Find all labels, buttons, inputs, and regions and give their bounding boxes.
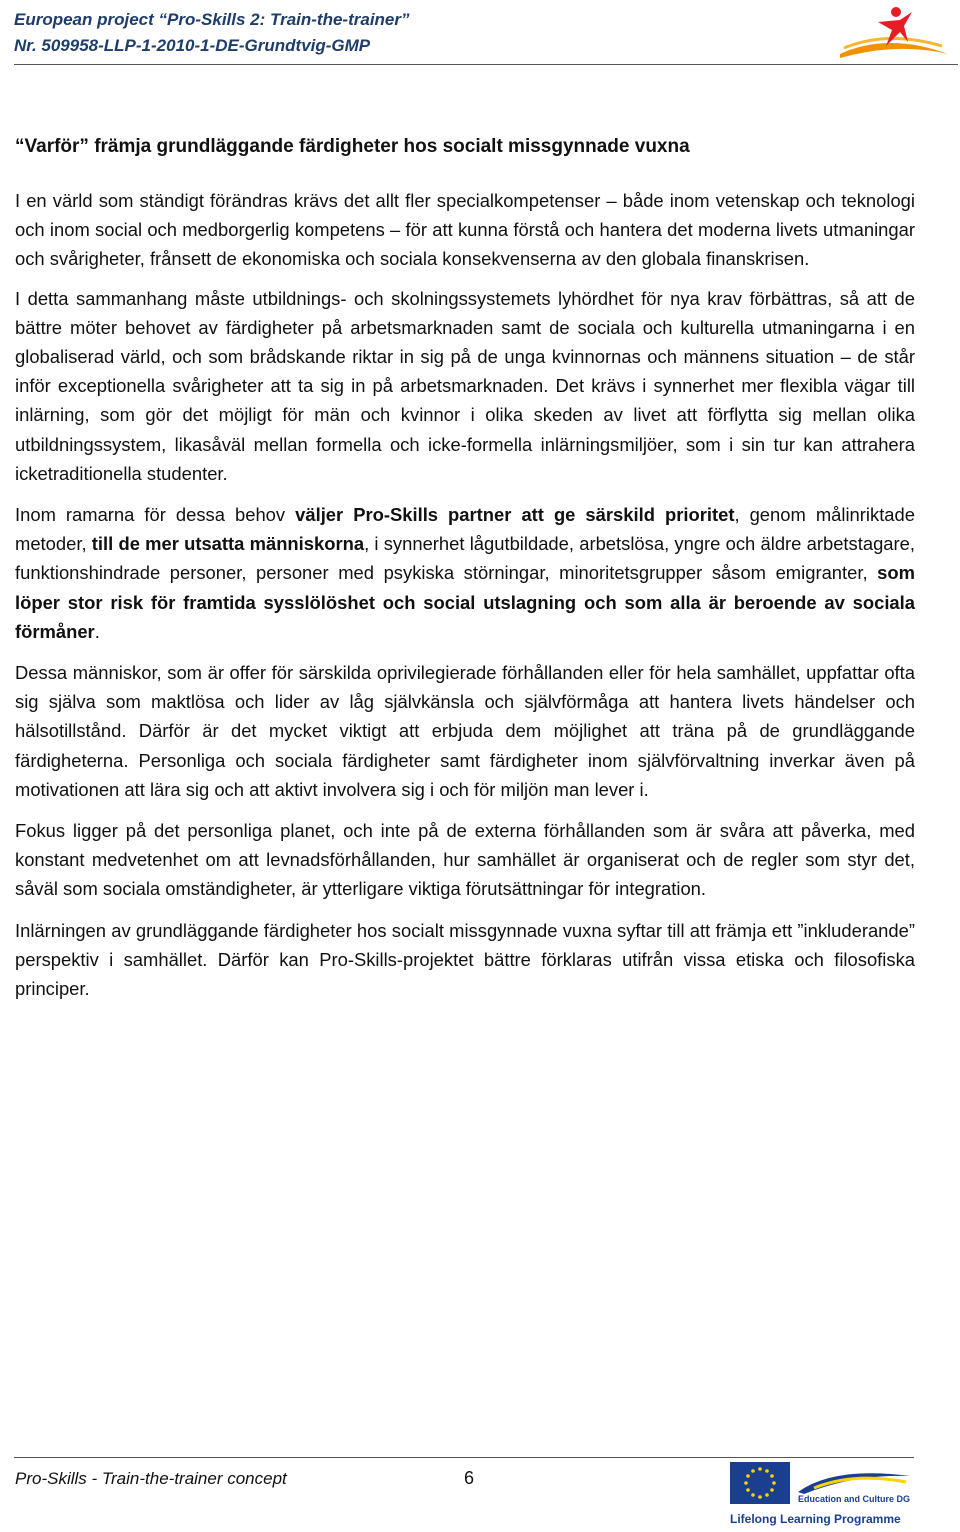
paragraph-3-bold-3: som löper stor risk för framtida sysslölöshet och social utslagning och som alla är beroende av sociala förmåner: [15, 562, 915, 642]
paragraph-3-text-1: Inom ramarna för dessa behov: [15, 504, 296, 526]
paragraph-3-text-2: , genom målinriktade metoder,: [15, 504, 915, 555]
paragraph-3-text-4: .: [94, 620, 100, 642]
paragraph-2: I detta sammanhang måste utbildnings- och skolningssystemets lyhördhet för nya krav förbättras, så att de bättre möter behovet av färdigheter på arbetsmarknaden samt de sociala och kulturella utmaningarna i en globaliserad värld, och som brådskande riktar in sig på de unga kvinnornas och männens situation – de står inför exceptionella svårigheter att ta sig in på arbetsmarknaden. Det krävs i synnerhet mer flexibla vägar till inlärning, som gör det möjligt för män och kvinnor i olika skeden av livet att förflytta sig mellan olika utbildningssystem, likasåväl mellan formella och icke-formella inlärningsmiljöer, som i sin tur kan attrahera icketraditionella studenter.: [15, 287, 915, 484]
pro-skills-logo-icon: [838, 2, 950, 62]
paragraph-3: [15, 500, 915, 646]
lifelong-learning-label: Lifelong Learning Programme: [730, 1512, 901, 1526]
eu-flag-icon: [730, 1462, 790, 1504]
project-number: Nr. 509958-LLP-1-2010-1-DE-Grundtvig-GMP: [14, 36, 371, 55]
paragraph-4: Dessa människor, som är offer för särskilda oprivilegierade förhållanden eller för hela samhället, uppfattar ofta sig själva som maktlösa och lider av låg självkänsla och självförmåga att hantera livets händelser och hälsotillstånd. Därför är det mycket viktigt att erbjuda dem möjlighet att träna på de grundläggande färdigheterna. Personliga och sociala färdigheter samt färdigheter inom självförvaltning inverkar även på motivationen att lära sig och att aktivt involvera sig i och för miljön man lever i.: [15, 662, 915, 800]
section-title: “Varför” främja grundläggande färdigheter hos socialt missgynnade vuxna: [15, 136, 690, 157]
paragraph-3-bold-1: väljer Pro-Skills partner att ge särskild prioritet: [295, 504, 735, 526]
page-number: 6: [464, 1468, 475, 1488]
paragraph-3-text-3: , i synnerhet lågutbildade, arbetslösa, yngre och äldre arbetstagare, funktionshindrade personer, personer med psykiska störningar, minoritetsgrupper såsom emigranter,: [15, 533, 915, 584]
paragraph-3-bold-2: till de mer utsatta människorna: [91, 533, 365, 555]
project-title: European project “Pro-Skills 2: Train-the-trainer”: [14, 10, 410, 29]
footer-divider: [14, 1457, 914, 1458]
header-divider: [14, 64, 958, 65]
footer-label: Pro-Skills - Train-the-trainer concept: [15, 1469, 287, 1488]
document-body: [15, 136, 915, 1015]
paragraph-5: Fokus ligger på det personliga planet, och inte på de externa förhållanden som är svåra att påverka, med konstant medvetenhet om att levnadsförhållanden, hur samhället är organiserat och de regler som styr det, såväl som sociala omständigheter, är ytterligare viktiga förutsättningar för integration.: [15, 820, 915, 900]
paragraph-1: I en värld som ständigt förändras krävs det allt fler specialkompetenser – både inom vetenskap och teknologi och inom social och medborgerlig kompetens – för att kunna förstå och hantera det moderna livets utmaningar och svårigheter, frånsett de ekonomiska och sociala konsekvenserna av den globala finanskrisen.: [15, 190, 915, 270]
paragraph-6: Inlärningen av grundläggande färdigheter hos socialt missgynnade vuxna syftar till att främja ett ”inkluderande” perspektiv i samhället. Därför kan Pro-Skills-projektet bättre förklaras utifrån vissa etiska och filosofiska principer.: [15, 919, 915, 1000]
page-header: [0, 0, 960, 66]
education-culture-label: Education and Culture DG: [798, 1494, 911, 1504]
